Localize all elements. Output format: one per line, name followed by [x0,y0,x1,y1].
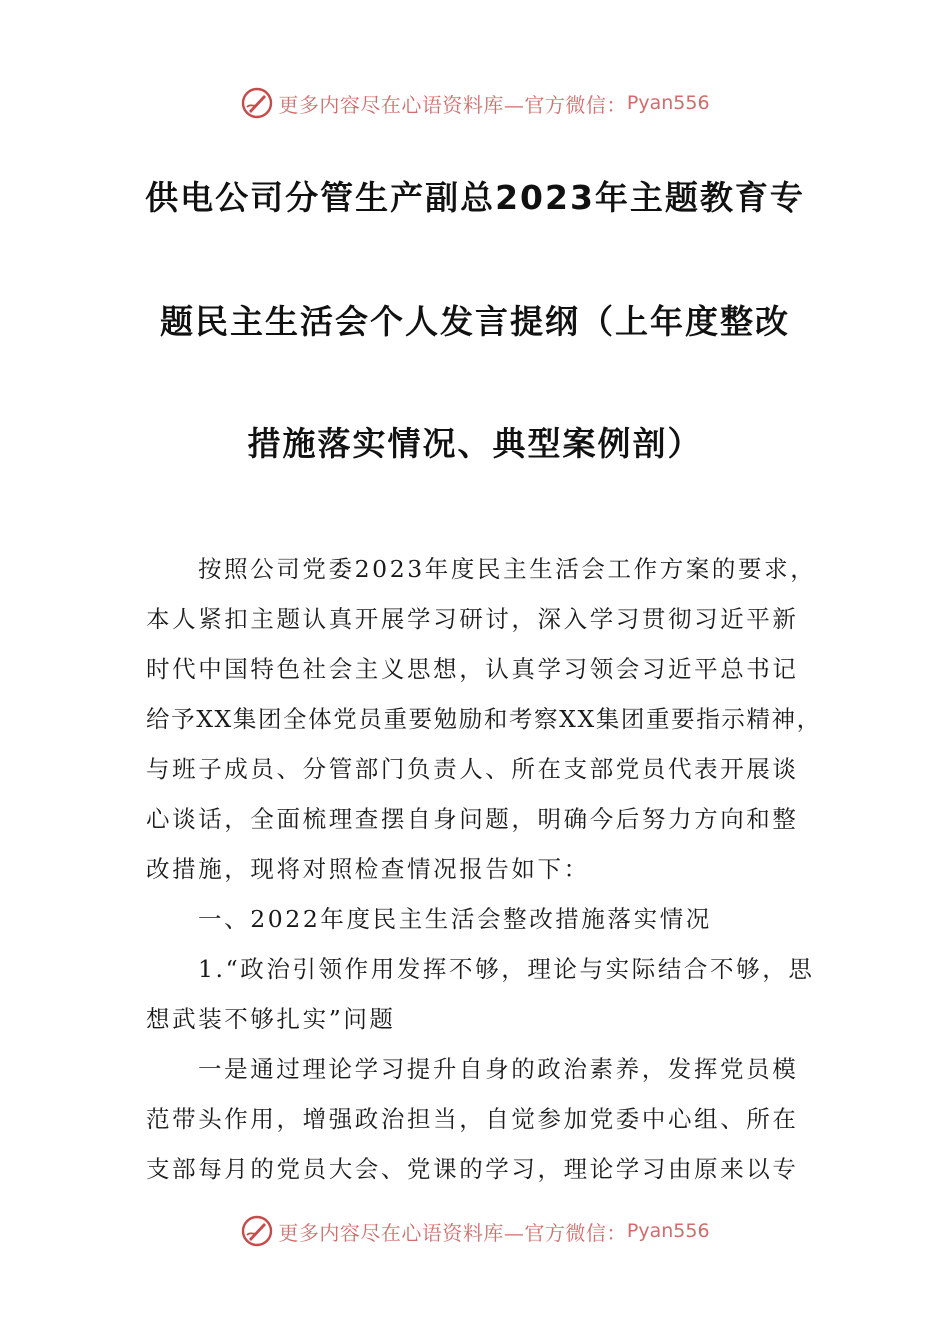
document-title-line-1: 供电公司分管生产副总2023年主题教育专 [145,178,805,217]
watermark-header [0,83,950,123]
document-title-line-3: 措施落实情况、典型案例剖） [247,424,703,463]
body-line-12: 范带头作用，增强政治担当，自觉参加党委中心组、所在 [146,1105,799,1133]
quill-logo-icon [240,86,274,120]
watermark-text: 更多内容尽在心语资料库—官方微信： [278,1220,627,1245]
body-line-2: 本人紧扣主题认真开展学习研讨，深入学习贯彻习近平新 [146,605,799,633]
body-line-11: 一是通过理论学习提升自身的政治素养，发挥党员模 [198,1055,799,1083]
body-line-5: 与班子成员、分管部门负责人、所在支部党员代表开展谈 [146,755,799,783]
body-line-1: 按照公司党委2023年度民主生活会工作方案的要求， [198,555,817,583]
body-line-3: 时代中国特色社会主义思想，认真学习领会习近平总书记 [146,655,799,683]
body-line-13: 支部每月的党员大会、党课的学习，理论学习由原来以专 [146,1155,799,1183]
quill-logo-icon [240,1214,274,1248]
watermark-footer [0,1211,950,1251]
watermark-brand: Pyan556 [626,92,710,114]
body-line-9: 1.“政治引领作用发挥不够，理论与实际结合不够，思 [198,955,815,983]
body-line-10: 想武装不够扎实”问题 [146,1005,396,1033]
section-heading-1: 一、2022年度民主生活会整改措施落实情况 [198,905,712,933]
body-line-6: 心谈话，全面梳理查摆自身问题，明确今后努力方向和整 [146,805,799,833]
document-title-line-2: 题民主生活会个人发言提纲（上年度整改 [160,302,790,341]
watermark-text: 更多内容尽在心语资料库—官方微信： [278,92,627,117]
body-line-7: 改措施，现将对照检查情况报告如下： [146,855,590,883]
watermark-brand: Pyan556 [626,1220,710,1242]
body-line-4: 给予XX集团全体党员重要勉励和考察XX集团重要指示精神， [146,705,822,733]
